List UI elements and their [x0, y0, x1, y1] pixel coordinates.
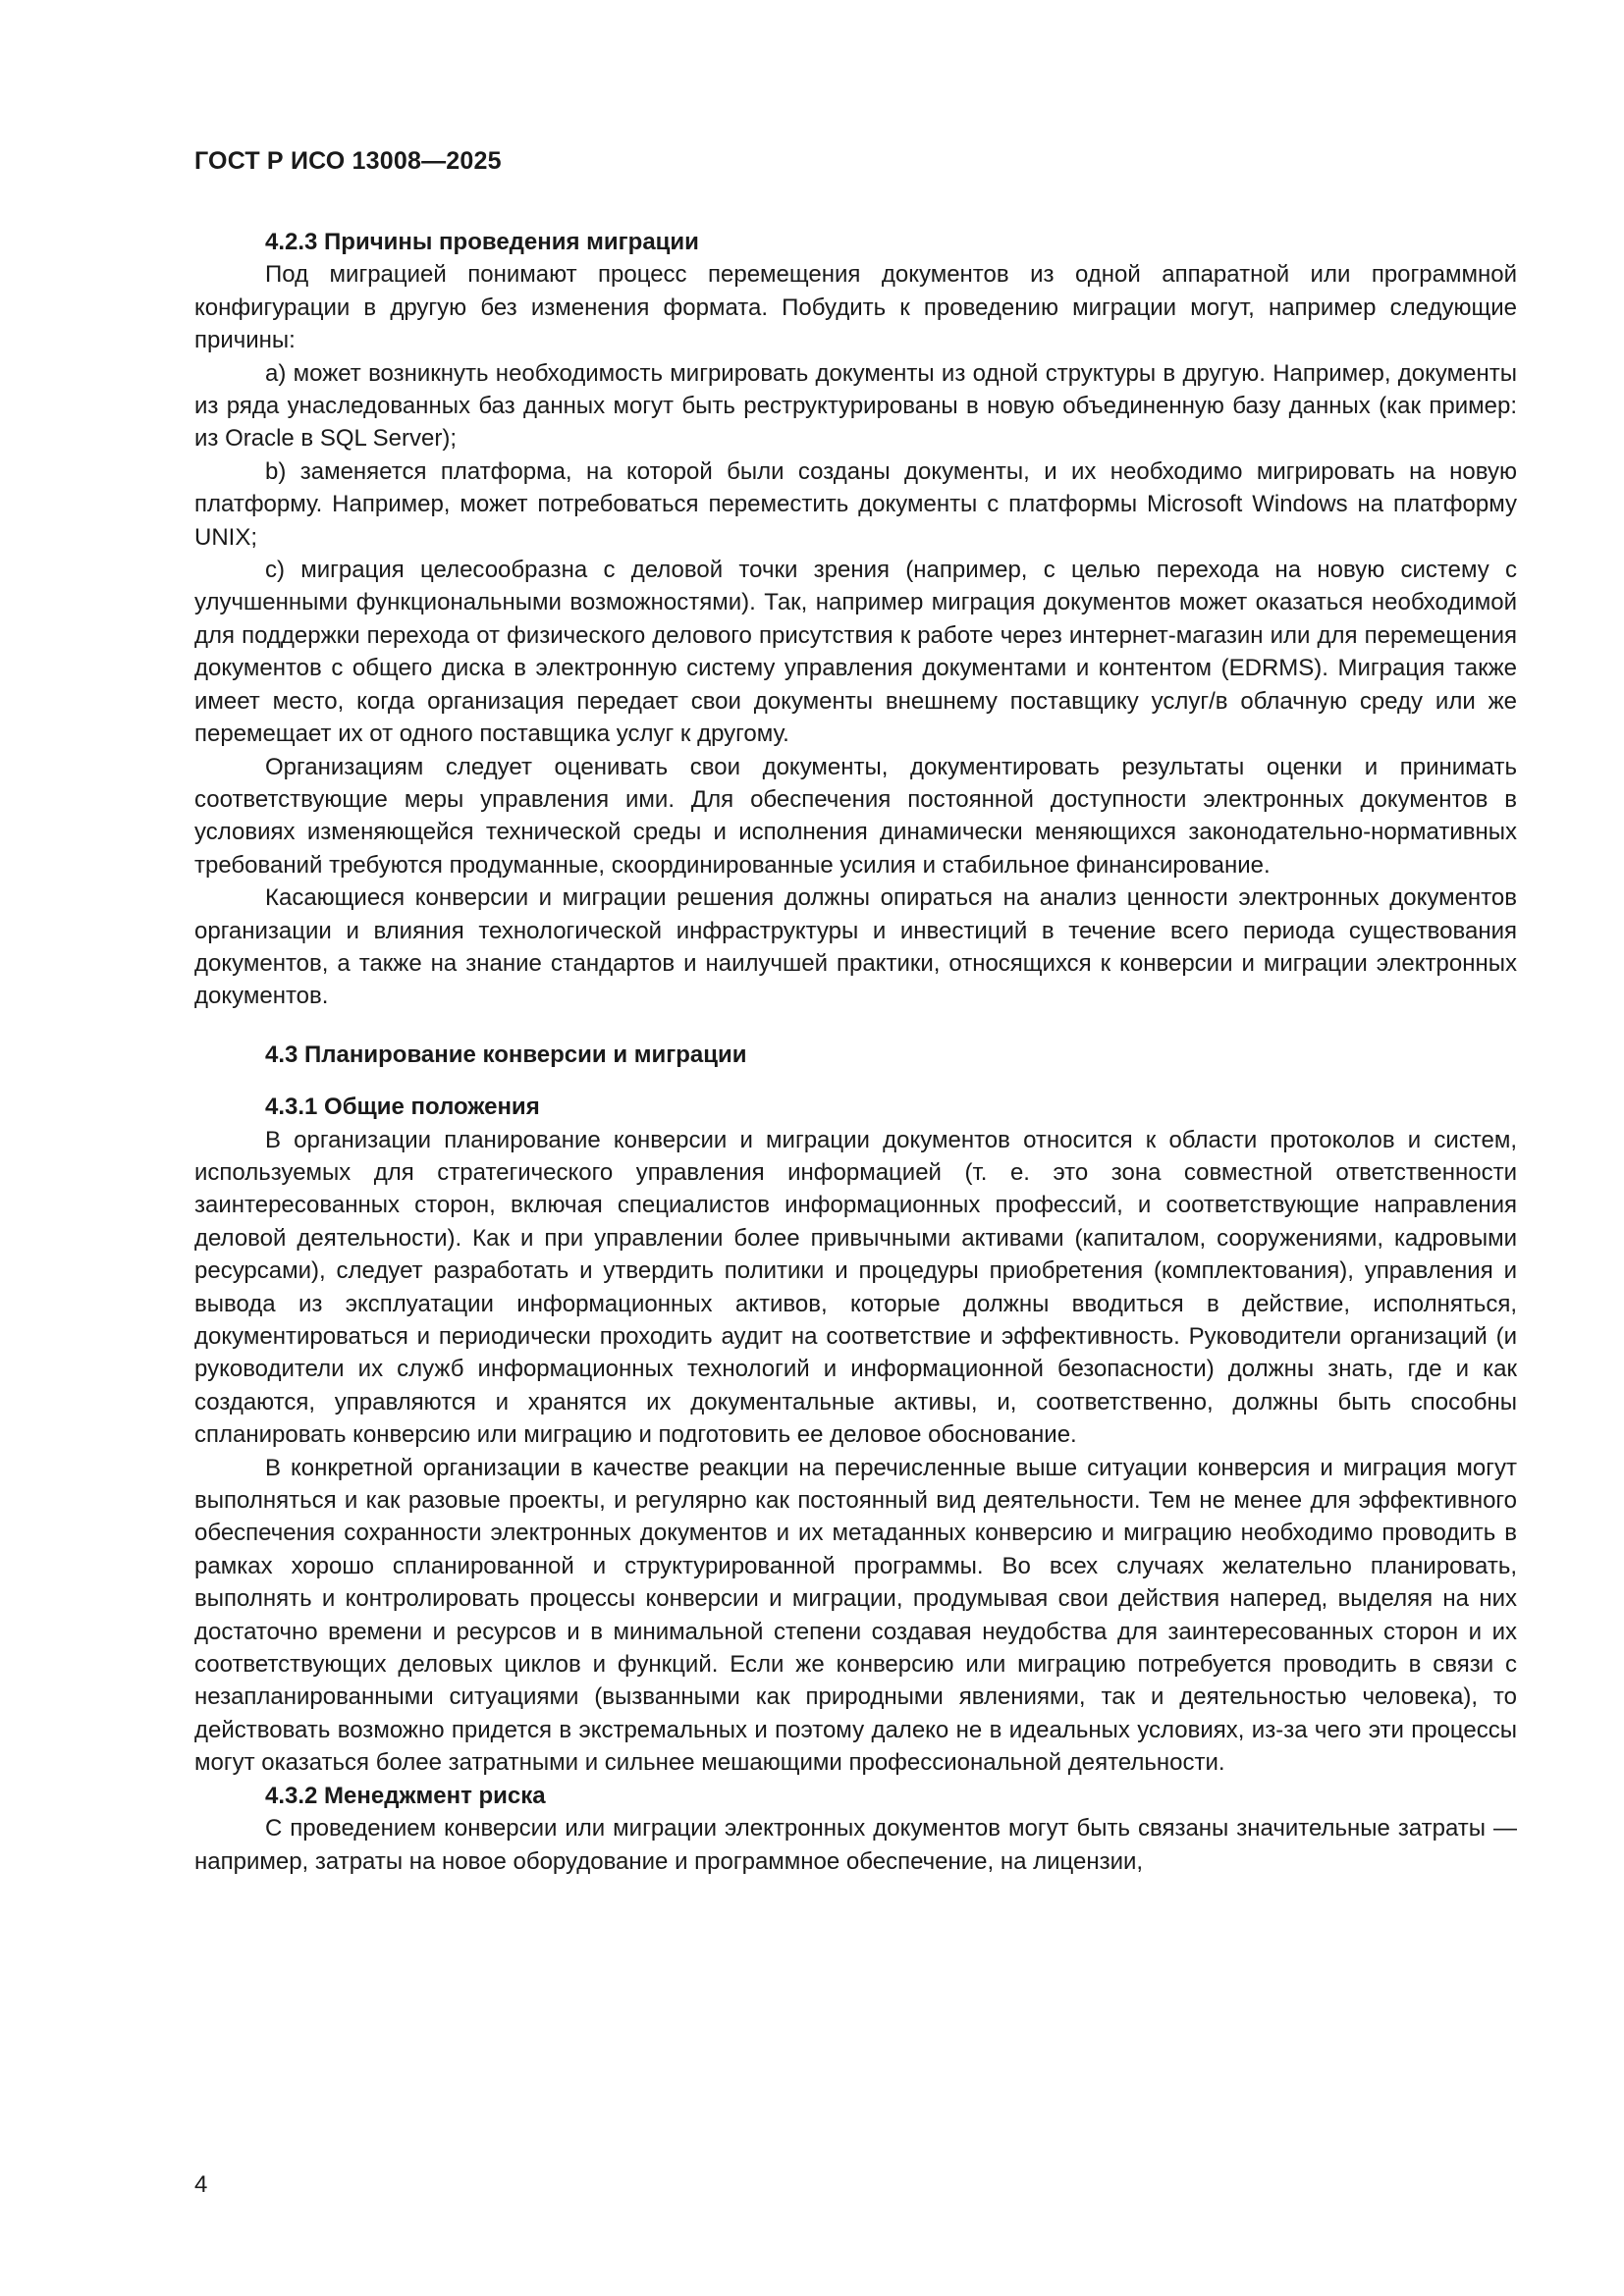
page-number: 4: [194, 2171, 208, 2198]
list-item-a: a) может возникнуть необходимость мигрировать документы из одной структуры в другую. Например, документы из ряда унаследованных баз данных могут быть реструктурированы в новую объединенную базу данных (как пример: из Oracle в SQL Server);: [194, 359, 1517, 453]
standard-header: ГОСТ Р ИСО 13008—2025: [194, 147, 502, 175]
page-content: [194, 226, 1517, 1878]
heading-4-2-3: 4.2.3 Причины проведения миграции: [265, 229, 699, 255]
list-item-c: c) миграция целесообразна с деловой точки зрения (например, с целью перехода на новую систему с улучшенными функциональными возможностями). Так, например миграция документов может оказаться необходимой для поддержки перехода от физического делового присутствия к работе через интернет-магазин или для перемещения документов с общего диска в электронную систему управления документами и контентом (EDRMS). Миграция также имеет место, когда организация передает свои документы внешнему поставщику услуг/в облачную среду или же перемещает их от одного поставщика услуг к другому.: [194, 557, 1517, 748]
paragraph: Под миграцией понимают процесс перемещения документов из одной аппаратной или программной конфигурации в другую без изменения формата. Побудить к проведению миграции могут, например следующие причины:: [194, 261, 1517, 354]
list-item-b: b) заменяется платформа, на которой были созданы документы, и их необходимо мигрировать на новую платформу. Например, может потребоваться переместить документы с платформы Microsoft Windows на платформу UNIX;: [194, 457, 1517, 551]
heading-4-3-2: 4.3.2 Менеджмент риска: [265, 1782, 546, 1809]
paragraph: В конкретной организации в качестве реакции на перечисленные выше ситуации конверсия и миграция могут выполняться и как разовые проекты, и регулярно как постоянный вид деятельности. Тем не менее для эффективного обеспечения сохранности электронных документов и их метаданных конверсию и миграцию необходимо проводить в рамках хорошо спланированной и структурированной программы. Во всех случаях желательно планировать, выполнять и контролировать процессы конверсии и миграции, продумывая свои действия наперед, выделяя на них достаточно времени и ресурсов и в минимальной степени создавая неудобства для заинтересованных сторон и их соответствующих деловых циклов и функций. Если же конверсию или миграцию потребуется проводить в связи с незапланированными ситуациями (вызванными как природными явлениями, так и деятельностью человека), то действовать возможно придется в экстремальных и поэтому далеко не в идеальных условиях, из-за чего эти процессы могут оказаться более затратными и сильнее мешающими профессиональной деятельности.: [194, 1454, 1517, 1777]
paragraph: С проведением конверсии или миграции электронных документов могут быть связаны значительные затраты — например, затраты на новое оборудование и программное обеспечение, на лицензии,: [194, 1815, 1517, 1875]
heading-4-3-1: 4.3.1 Общие положения: [265, 1094, 540, 1121]
paragraph: В организации планирование конверсии и миграции документов относится к области протоколов и систем, используемых для стратегического управления информацией (т. е. это зона совместной ответственности заинтересованных сторон, включая специалистов информационных профессий, и соответствующие направления деловой деятельности). Как и при управлении более привычными активами (капиталом, сооружениями, кадровыми ресурсами), следует разработать и утвердить политики и процедуры приобретения (комплектования), управления и вывода из эксплуатации информационных активов, которые должны вводиться в действие, исполняться, документироваться и периодически проходить аудит на соответствие и эффективность. Руководители организаций (и руководители их служб информационных технологий и информационной безопасности) должны знать, где и как создаются, управляются и хранятся их документальные активы, и, соответственно, должны быть способны спланировать конверсию или миграцию и подготовить ее деловое обоснование.: [194, 1126, 1517, 1449]
paragraph: Организациям следует оценивать свои документы, документировать результаты оценки и принимать соответствующие меры управления ими. Для обеспечения постоянной доступности электронных документов в условиях изменяющейся технической среды и исполнения динамически меняющихся законодательно-нормативных требований требуются продуманные, скоординированные усилия и стабильное финансирование.: [194, 753, 1517, 879]
paragraph: Касающиеся конверсии и миграции решения должны опираться на анализ ценности электронных документов организации и влияния технологической инфраструктуры и инвестиций в течение всего периода существования документов, а также на знание стандартов и наилучшей практики, относящихся к конверсии и миграции электронных документов.: [194, 884, 1517, 1010]
heading-4-3: 4.3 Планирование конверсии и миграции: [265, 1041, 747, 1068]
